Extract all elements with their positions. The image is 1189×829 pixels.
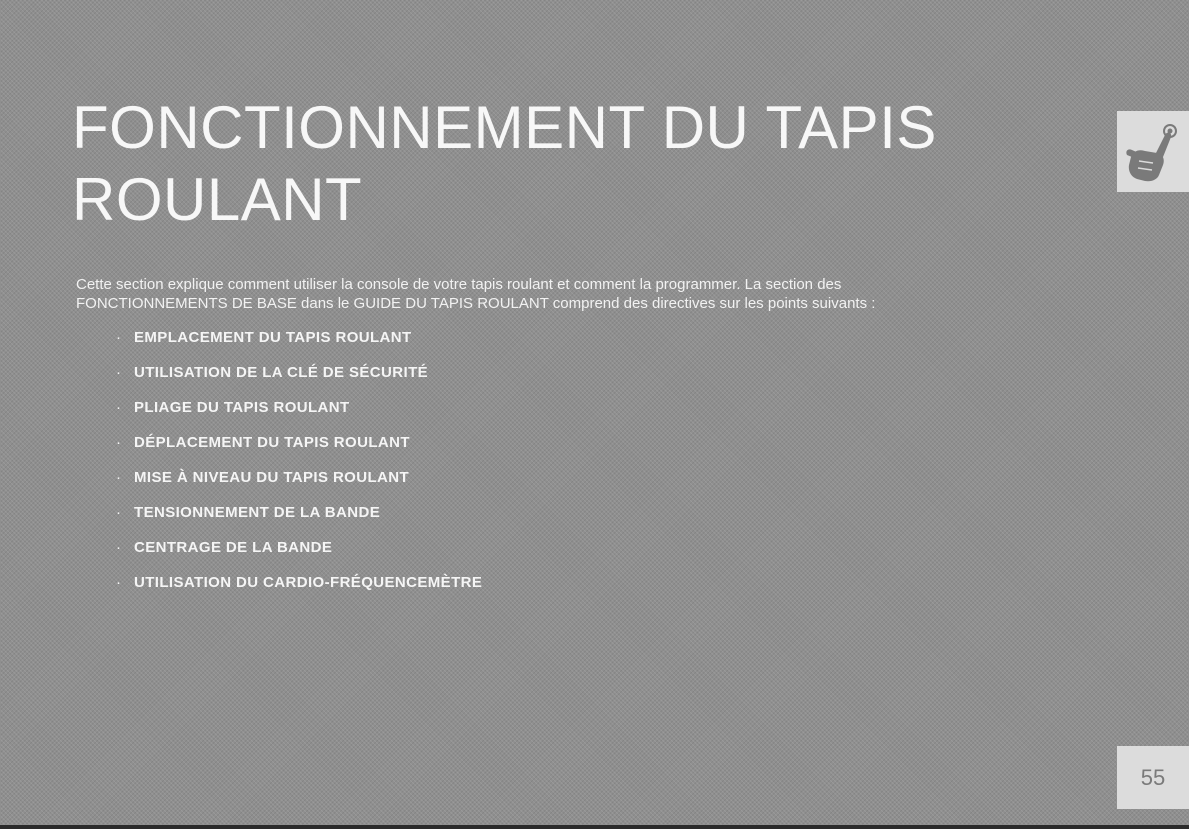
section-tab <box>1117 111 1189 192</box>
list-item-label: MISE À NIVEAU DU TAPIS ROULANT <box>134 469 410 486</box>
bullet-dot: · <box>116 539 122 556</box>
bullet-dot: · <box>116 504 122 521</box>
bullet-dot: · <box>116 399 122 416</box>
bullet-dot: · <box>116 469 122 486</box>
list-item-label: UTILISATION DE LA CLÉ DE SÉCURITÉ <box>134 364 429 381</box>
topic-list <box>116 327 482 607</box>
list-item <box>116 537 482 572</box>
list-item-label: UTILISATION DU CARDIO-FRÉQUENCEMÈTRE <box>134 574 483 591</box>
page-title <box>72 92 1032 236</box>
list-item-label: DÉPLACEMENT DU TAPIS ROULANT <box>134 434 410 451</box>
page-title-line-1: FONCTIONNEMENT DU TAPIS <box>72 94 937 161</box>
list-item <box>116 397 482 432</box>
bullet-dot: · <box>116 329 122 346</box>
bullet-dot: · <box>116 364 122 381</box>
list-item-label: TENSIONNEMENT DE LA BANDE <box>134 504 381 521</box>
bullet-dot: · <box>116 574 122 591</box>
hand-pointer-icon <box>1117 111 1189 192</box>
intro-paragraph: Cette section explique comment utiliser la console de votre tapis roulant et comment la programmer. La section des FONCTIONNEMENTS DE BASE dans le GUIDE DU TAPIS ROULANT comprend des directives sur les points suivants : <box>76 276 876 312</box>
list-item <box>116 327 482 362</box>
list-item <box>116 502 482 537</box>
page-number: 55 <box>1117 746 1189 809</box>
page-title-line-2: ROULANT <box>72 166 363 233</box>
bullet-dot: · <box>116 434 122 451</box>
list-item <box>116 362 482 397</box>
list-item <box>116 572 482 607</box>
list-item-label: EMPLACEMENT DU TAPIS ROULANT <box>134 329 412 346</box>
list-item <box>116 432 482 467</box>
bottom-divider <box>0 825 1189 829</box>
list-item-label: CENTRAGE DE LA BANDE <box>134 539 333 556</box>
list-item <box>116 467 482 502</box>
list-item-label: PLIAGE DU TAPIS ROULANT <box>134 399 350 416</box>
